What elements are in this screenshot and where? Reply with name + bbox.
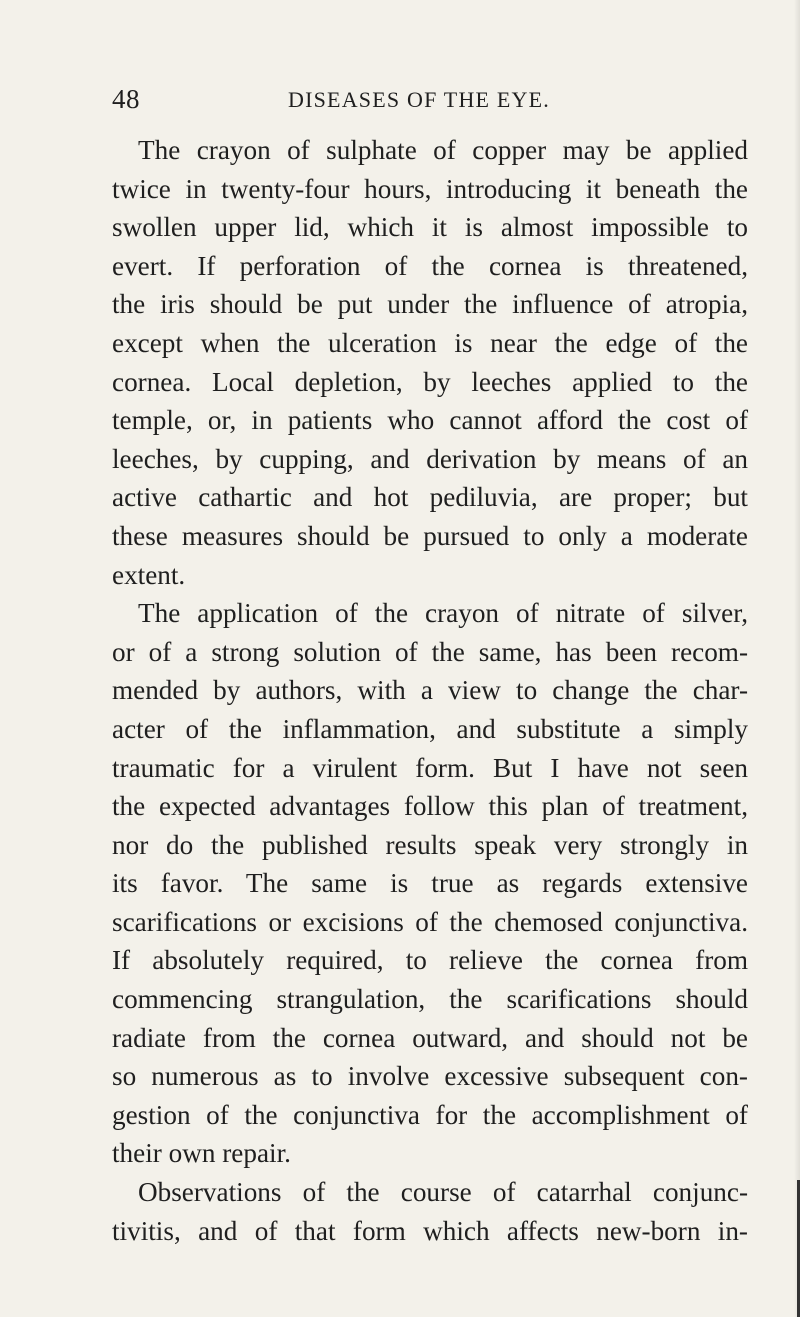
text-line: radiate from the cornea outward, and should not be: [112, 1022, 748, 1053]
text-line: leeches, by cupping, and derivation by means of an: [112, 443, 748, 474]
text-line: scarifications or excisions of the chemosed conjunctiva.: [112, 906, 748, 937]
text-line: or of a strong solution of the same, has been recom-: [112, 636, 748, 667]
text-line: except when the ulceration is near the edge of the: [112, 327, 748, 358]
text-line: swollen upper lid, which it is almost impossible to: [112, 212, 748, 243]
page-edge-shadow: [794, 0, 800, 1317]
text-line: mended by authors, with a view to change the char-: [112, 675, 748, 706]
text-line: gestion of the conjunctiva for the accomplishment of: [112, 1099, 748, 1130]
page-number: 48: [112, 84, 140, 114]
text-line: the iris should be put under the influence of atropia,: [112, 289, 748, 320]
text-line: nor do the published results speak very strongly in: [112, 829, 748, 860]
text-line: these measures should be pursued to only a moderate: [112, 520, 748, 551]
text-line: The application of the crayon of nitrate of silver,: [138, 598, 748, 629]
text-line: evert. If perforation of the cornea is threatened,: [112, 250, 748, 281]
text-line: so numerous as to involve excessive subsequent con-: [112, 1061, 748, 1092]
body-text: [112, 131, 748, 1250]
text-line: temple, or, in patients who cannot afford the cost of: [112, 405, 748, 436]
text-line: If absolutely required, to relieve the cornea from: [112, 945, 748, 976]
text-line: commencing strangulation, the scarifications should: [112, 984, 748, 1015]
page-header: [112, 84, 748, 114]
text-line: their own repair.: [112, 1138, 291, 1169]
text-line: Observations of the course of catarrhal conjunc-: [138, 1177, 748, 1208]
text-line: The crayon of sulphate of copper may be applied: [138, 135, 748, 165]
text-line: extent.: [112, 559, 186, 590]
text-line: acter of the inflammation, and substitute a simply: [112, 713, 748, 744]
text-line: cornea. Local depletion, by leeches applied to the: [112, 366, 748, 397]
running-head: DISEASES OF THE EYE.: [288, 87, 550, 112]
text-line: active cathartic and hot pediluvia, are proper; but: [112, 482, 748, 513]
text-line: the expected advantages follow this plan of treatment,: [112, 791, 748, 822]
text-line: its favor. The same is true as regards extensive: [112, 868, 748, 899]
text-line: traumatic for a virulent form. But I have not seen: [112, 752, 748, 783]
text-line: tivitis, and of that form which affects new-born in-: [112, 1215, 748, 1246]
text-line: twice in twenty-four hours, introducing it beneath the: [112, 173, 748, 204]
